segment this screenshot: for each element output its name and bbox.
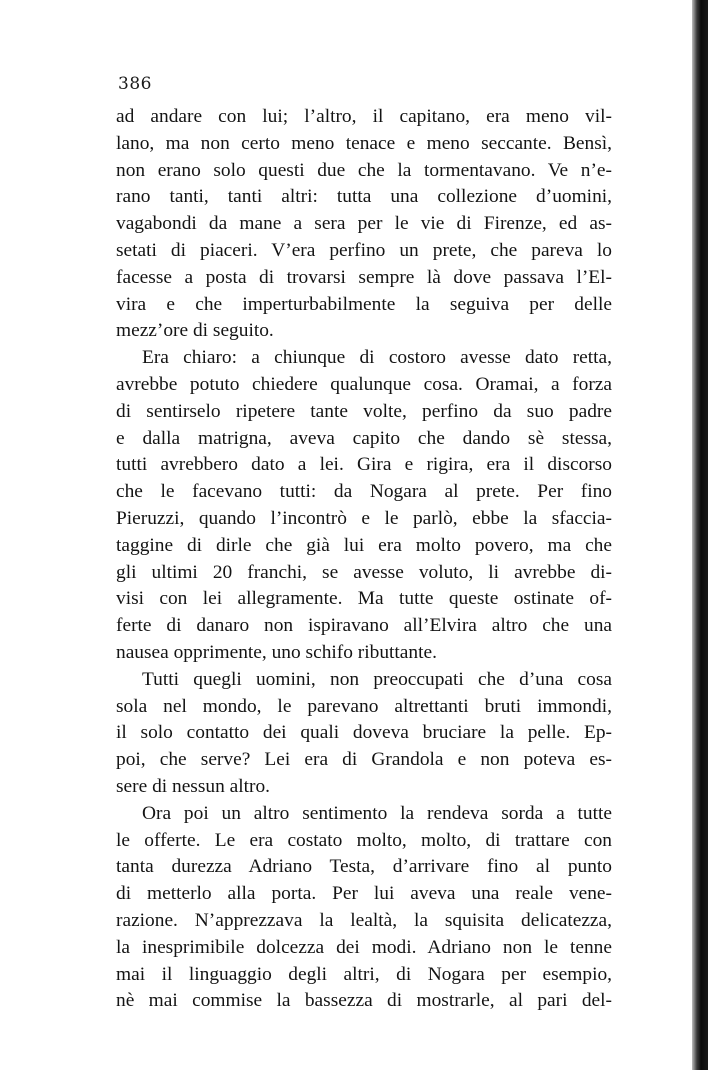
text-line: di sentirselo ripetere tante volte, perfino da suo padre	[116, 400, 612, 422]
text-line: Era chiaro: a chiunque di costoro avesse dato retta,	[142, 347, 612, 369]
text-line: Pieruzzi, quando l’incontrò e le parlò, ebbe la sfaccia-	[116, 507, 612, 529]
text-line: che le facevano tutti: da Nogara al prete. Per fino	[116, 481, 612, 503]
text-line: le offerte. Le era costato molto, molto, di trattare con	[116, 829, 612, 851]
text-line: ferte di danaro non ispiravano all’Elvira altro che una	[116, 615, 612, 637]
page-number: 386	[118, 74, 152, 94]
text-line: di metterlo alla porta. Per lui aveva una reale vene-	[116, 883, 612, 905]
text-line: Tutti quegli uomini, non preoccupati che d’una cosa	[142, 668, 612, 690]
text-line: vira e che imperturbabilmente la seguiva per delle	[116, 293, 612, 315]
text-line: mai il linguaggio degli altri, di Nogara per esempio,	[116, 963, 612, 985]
text-line: la inesprimibile dolcezza dei modi. Adriano non le tenne	[116, 936, 612, 958]
text-line: sere di nessun altro.	[116, 775, 271, 797]
page-edge-shadow	[692, 0, 708, 1070]
text-line: e dalla matrigna, aveva capito che dando sè stessa,	[116, 427, 612, 449]
text-line: rano tanti, tanti altri: tutta una collezione d’uomini,	[116, 186, 612, 208]
text-line: poi, che serve? Lei era di Grandola e non poteva es-	[116, 749, 612, 771]
text-line: lano, ma non certo meno tenace e meno seccante. Bensì,	[116, 132, 612, 154]
text-line: nè mai commise la bassezza di mostrarle, al pari del-	[116, 990, 612, 1012]
text-line: mezz’ore di seguito.	[116, 320, 274, 342]
text-line: razione. N’apprezzava la lealtà, la squisita delicatezza,	[116, 909, 612, 931]
text-line: gli ultimi 20 franchi, se avesse voluto, li avrebbe di-	[116, 561, 612, 583]
text-line: facesse a posta di trovarsi sempre là dove passava l’El-	[116, 266, 612, 288]
text-line: ad andare con lui; l’altro, il capitano, era meno vil-	[116, 106, 612, 127]
text-line: il solo contatto dei quali doveva bruciare la pelle. Ep-	[116, 722, 612, 744]
body-text	[116, 104, 612, 1015]
text-line: setati di piaceri. V’era perfino un prete, che pareva lo	[116, 239, 612, 261]
text-line: Ora poi un altro sentimento la rendeva sorda a tutte	[142, 802, 612, 824]
text-line: avrebbe potuto chiedere qualunque cosa. Oramai, a forza	[116, 373, 612, 395]
text-line: visi con lei allegramente. Ma tutte queste ostinate of-	[116, 588, 612, 610]
text-line: vagabondi da mane a sera per le vie di Firenze, ed as-	[116, 213, 612, 235]
text-line: tanta durezza Adriano Testa, d’arrivare fino al punto	[116, 856, 612, 878]
text-line: tutti avrebbero dato a lei. Gira e rigira, era il discorso	[116, 454, 612, 476]
text-line: non erano solo questi due che la tormentavano. Ve n’e-	[116, 159, 612, 181]
text-line: taggine di dirle che già lui era molto povero, ma che	[116, 534, 612, 556]
text-line: nausea opprimente, uno schifo ributtante.	[116, 641, 437, 663]
text-line: sola nel mondo, le parevano altrettanti bruti immondi,	[116, 695, 612, 717]
